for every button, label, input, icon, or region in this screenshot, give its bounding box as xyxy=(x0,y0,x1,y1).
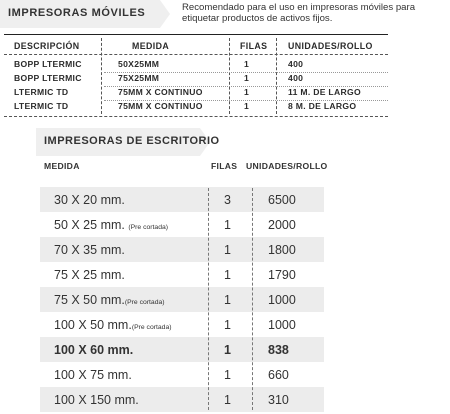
desktop-row-filas: 1 xyxy=(224,293,231,307)
precut-note: (Pre cortada) xyxy=(131,324,172,331)
mobile-header-filas: FILAS xyxy=(240,41,268,51)
desktop-row-unidades: 1800 xyxy=(268,243,296,257)
desktop-row-filas: 1 xyxy=(224,243,231,257)
desktop-row-medida: 75 X 50 mm.(Pre cortada) xyxy=(54,293,165,307)
desktop-row-5 xyxy=(40,287,324,312)
mobile-row-3-unidades: 11 M. DE LARGO xyxy=(288,87,361,97)
mobile-row-4-filas: 1 xyxy=(244,101,250,111)
mobile-row-2-unidades: 400 xyxy=(288,73,304,83)
desktop-row-8 xyxy=(40,362,324,387)
desktop-row-6 xyxy=(40,312,324,337)
mobile-table-top-rule xyxy=(4,34,388,35)
desktop-row-filas: 1 xyxy=(224,393,231,407)
mobile-table-bottom-rule xyxy=(4,116,388,117)
mobile-row-4-descripcion: LTERMIC TD xyxy=(14,101,69,111)
desktop-row-medida: 70 X 35 mm. xyxy=(54,243,125,257)
mobile-row-2-medida: 75X25MM xyxy=(118,73,160,83)
desktop-row-medida: 50 X 25 mm. (Pre cortada) xyxy=(54,218,169,232)
desktop-header-medida: MEDIDA xyxy=(44,161,80,171)
mobile-header-descripcion: DESCRIPCIÓN xyxy=(14,41,80,51)
desktop-row-medida: 100 X 60 mm. xyxy=(54,343,134,357)
desktop-column-divider xyxy=(252,188,253,410)
desktop-row-filas: 1 xyxy=(224,368,231,382)
desktop-row-medida: 100 X 150 mm. xyxy=(54,393,139,407)
mobile-row-4-unidades: 8 M. DE LARGO xyxy=(288,101,357,111)
mobile-row-4-medida: 75MM X CONTINUO xyxy=(118,101,203,111)
mobile-column-divider xyxy=(276,38,277,114)
mobile-header-medida: MEDIDA xyxy=(132,41,170,51)
desktop-row-unidades: 6500 xyxy=(268,193,296,207)
mobile-row-1-descripcion: BOPP LTERMIC xyxy=(14,59,82,69)
precut-note: (Pre cortada) xyxy=(128,224,169,231)
mobile-row-1-filas: 1 xyxy=(244,59,250,69)
desktop-row-1 xyxy=(40,187,324,212)
mobile-row-2-filas: 1 xyxy=(244,73,250,83)
desktop-row-unidades: 1790 xyxy=(268,268,296,282)
desktop-row-unidades: 310 xyxy=(268,393,289,407)
mobile-section-title: IMPRESORAS MÓVILES xyxy=(8,7,146,19)
mobile-column-divider xyxy=(101,38,102,114)
desktop-row-unidades: 1000 xyxy=(268,318,296,332)
desktop-header-unidades: UNIDADES/ROLLO xyxy=(246,161,328,171)
desktop-row-unidades: 838 xyxy=(268,343,289,357)
mobile-row-3-medida: 75MM X CONTINUO xyxy=(118,87,203,97)
desktop-row-filas: 1 xyxy=(224,218,231,232)
precut-note: (Pre cortada) xyxy=(124,299,165,306)
mobile-row-3-filas: 1 xyxy=(244,87,250,97)
mobile-row-1-unidades: 400 xyxy=(288,59,304,69)
desktop-row-filas: 1 xyxy=(224,318,231,332)
desktop-row-9 xyxy=(40,387,324,412)
mobile-row-2-descripcion: BOPP LTERMIC xyxy=(14,73,82,83)
desktop-row-unidades: 1000 xyxy=(268,293,296,307)
desktop-column-divider xyxy=(208,188,209,410)
desktop-row-2 xyxy=(40,212,324,237)
desktop-row-medida: 100 X 50 mm.(Pre cortada) xyxy=(54,318,172,332)
mobile-column-divider xyxy=(229,38,230,114)
desktop-row-7 xyxy=(40,337,324,362)
desktop-row-filas: 3 xyxy=(224,193,231,207)
mobile-row-3-descripcion: LTERMIC TD xyxy=(14,87,69,97)
desktop-row-medida: 100 X 75 mm. xyxy=(54,368,132,382)
desktop-row-unidades: 2000 xyxy=(268,218,296,232)
desktop-row-4 xyxy=(40,262,324,287)
desktop-row-medida: 30 X 20 mm. xyxy=(54,193,125,207)
desktop-header-filas: FILAS xyxy=(211,161,238,171)
desktop-section-title: IMPRESORAS DE ESCRITORIO xyxy=(44,135,220,147)
desktop-row-filas: 1 xyxy=(224,268,231,282)
desktop-row-unidades: 660 xyxy=(268,368,289,382)
mobile-row-1-medida: 50X25MM xyxy=(118,59,160,69)
desktop-row-filas: 1 xyxy=(224,343,231,357)
mobile-header-unidades: UNIDADES/ROLLO xyxy=(288,41,373,51)
desktop-row-3 xyxy=(40,237,324,262)
mobile-section-description: Recomendado para el uso en impresoras móviles para etiquetar productos de activos fijos. xyxy=(182,2,416,24)
desktop-row-medida: 75 X 25 mm. xyxy=(54,268,125,282)
mobile-table-header-rule xyxy=(4,54,388,55)
